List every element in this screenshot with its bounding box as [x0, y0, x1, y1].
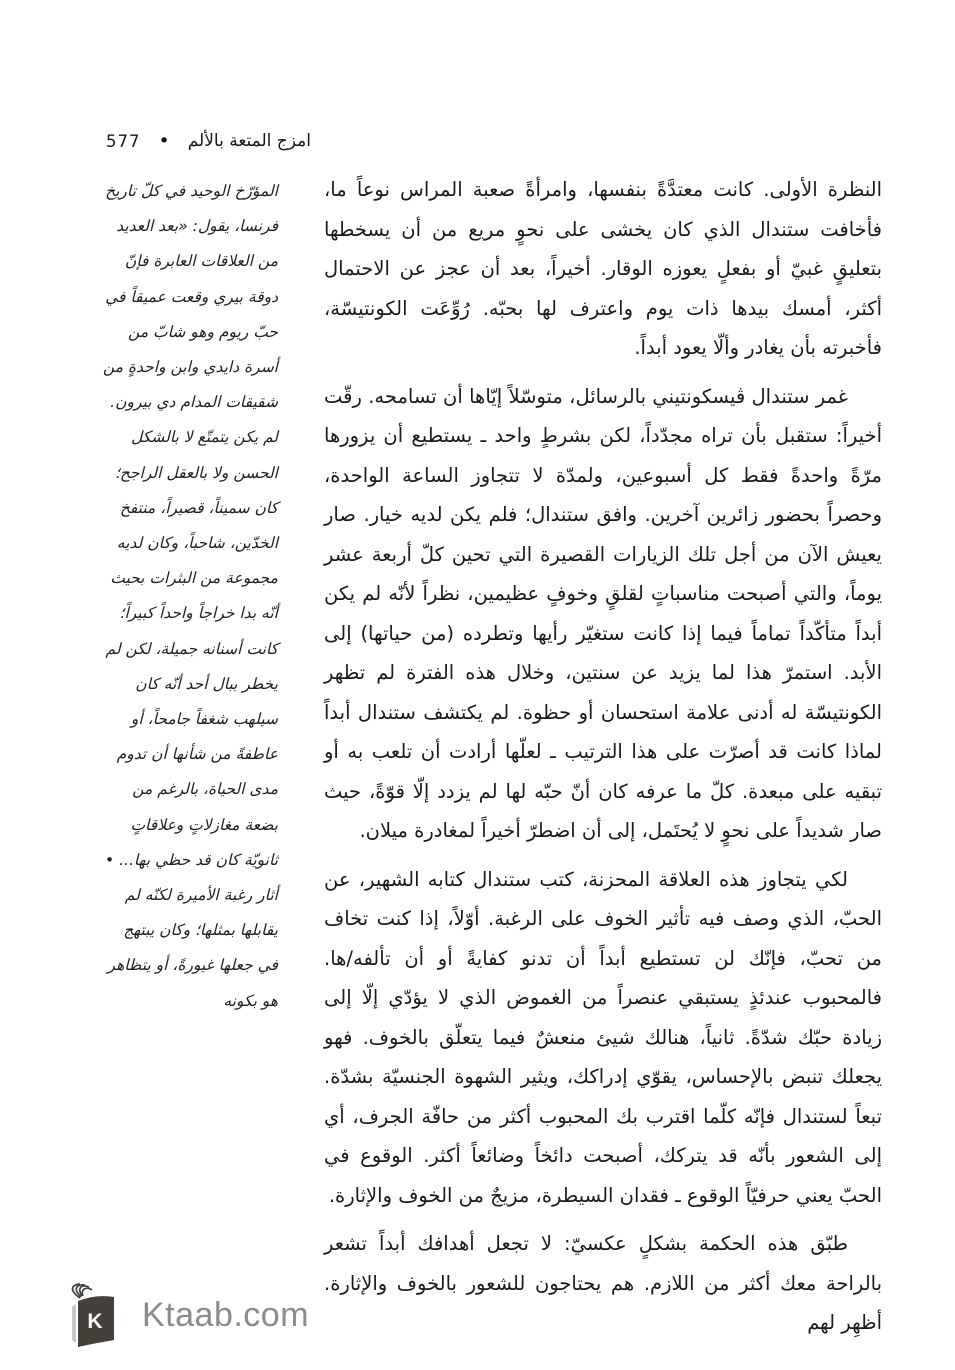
- logo-letter-k: K: [87, 1310, 103, 1333]
- running-header: [106, 131, 311, 151]
- margin-note: أثار رغبة الأميرة لكنّه لم يقابلها بمثلها؛ وكان يبتهج في جعلها غيورةً، أو يتظاهر هو بكونه: [107, 886, 278, 1010]
- body-paragraph: لكي يتجاوز هذه العلاقة المحزنة، كتب ستندال كتابه الشهير، عن الحبّ، الذي وصف فيه تأثير الخوف على الرغبة. أوّلاً، إذا كنت تخاف من تحبّ، فإنّك لن تستطيع أبداً أن تدنو كفايةً أو أن تألفه/ها. فالمحبوب عندئذٍ يستبقي عنصراً من الغموض الذي لا يؤدّي إلّا إلى زيادة حبّك شدّةً. ثانياً، هنالك شيئ منعشٌ فيما يتعلّق بالخوف. فهو يجعلك تنبض بالإحساس، يقوّي إدراكك، ويثير الشهوة الجنسيّة بشدّة. تبعاً لستندال فإنّه كلّما اقترب بك المحبوب أكثر من حافّة الجرف، أي إلى الشعور بأنّه قد يتركك، أصبحت دائخاً وضائعاً أكثر. الوقوع في الحبّ يعني حرفيّاً الوقوع ـ فقدان السيطرة، مزيجٌ من الخوف والإثارة.: [324, 867, 882, 1207]
- header-separator-dot: •: [158, 129, 170, 152]
- main-text-column: [324, 170, 882, 1352]
- body-paragraph: غمر ستندال ڤيسكونتيني بالرسائل، متوسّلاً إيّاها أن تسامحه. رقّت أخيراً: ستقبل بأن تراه مجدّداً، لكن بشرطٍ واحد ـ يستطيع أن يزورها مرّةً واحدةً فقط كل أسبوعين، ولمدّة لا تتجاوز الساعة الواحدة، وحصراً بحضور زائرين آخرين. وافق ستندال؛ فلم يكن لديه خيار. صار يعيش الآن من أجل تلك الزيارات القصيرة التي تحين كلّ أربعة عشر يوماً، والتي أصبحت مناسباتٍ لقلقٍ وخوفٍ عظيمين، نظراً لأنّه لم يكن أبداً متأكّداً تماماً فيما إذا كانت ستغيّر رأيها وتطرده (من حياتها) إلى الأبد. استمرّ هذا لما يزيد عن سنتين، وخلال هذه الفترة لم تظهر الكونتيسّة له أدنى علامة استحسان أو حظوة. لم يكتشف ستندال أبداً لماذا كانت قد أصرّت على هذا الترتيب ـ لعلّها أرادت أن تلعب به أو تبقيه على مبعدة. كلّ ما عرفه كان أنّ حبّه لها لم يزدد إلّا قوّةً، حيث صار شديداً على نحوٍ لا يُحتَمل، إلى أن اضطرّ أخيراً لمغادرة ميلان.: [324, 384, 882, 842]
- page-number: 577: [106, 131, 141, 151]
- page-content: [100, 170, 882, 1352]
- body-paragraph: النظرة الأولى. كانت معتدَّةً بنفسها، وامرأةً صعبة المراس نوعاً ما، فأخافت ستندال الذي كان يخشى على نحوٍ مريع من أن يسخطها بتعليقٍ غبيّ أو بفعلٍ يعوزه الوقار. أخيراً، بعد أن عجز عن الاحتمال أكثر، أمسك بيدها ذات يوم واعترف لها بحبّه. رُوِّعَت الكونتيسّة، فأخبرته بأن يغادر وألّا يعود أبداً.: [324, 178, 882, 359]
- logo-text: Ktaab.com: [142, 1295, 310, 1334]
- chapter-title: امزج المتعة بالألم: [187, 131, 311, 151]
- ktaab-logo: [62, 1281, 309, 1349]
- body-paragraph: طبّق هذه الحكمة بشكلٍ عكسيّ: لا تجعل أهدافك أبداً تشعر بالراحة معك أكثر من اللازم. هم يحتاجون للشعور بالخوف والإثارة. أظهِر لهم: [324, 1232, 882, 1334]
- book-logo-icon: [62, 1281, 126, 1349]
- margin-note: المؤرّخ الوحيد في كلّ تاريخ فرنسا، يقول: «بعد العديد من العلاقات العابرة فإنّ دوقة بيري وقعت عميقاً في حبّ ريوم وهو شابّ من أسرة دايدي وابن واحدةٍ من شقيقات المدام دي بيرون. لم يكن يتمتّع لا بالشكل الحسن ولا بالعقل الراجح؛ كان سميناً، قصيراً، منتفخ الخدّين، شاحباً، وكان لديه مجموعة من البثرات بحيث أنّه بدا خراجاً واحداً كبيراً؛ كانت أسنانه جميلة، لكن لم يخطر ببال أحد أنّه كان سيلهب شغفاً جامحاً، أو عاطفةً من شأنها أن تدوم مدى الحياة، بالرغم من بضعة مغازلاتٍ وعلاقاتٍ ثانويّة كان قد حظي بها... •: [102, 182, 278, 869]
- margin-notes-column: [100, 170, 278, 1352]
